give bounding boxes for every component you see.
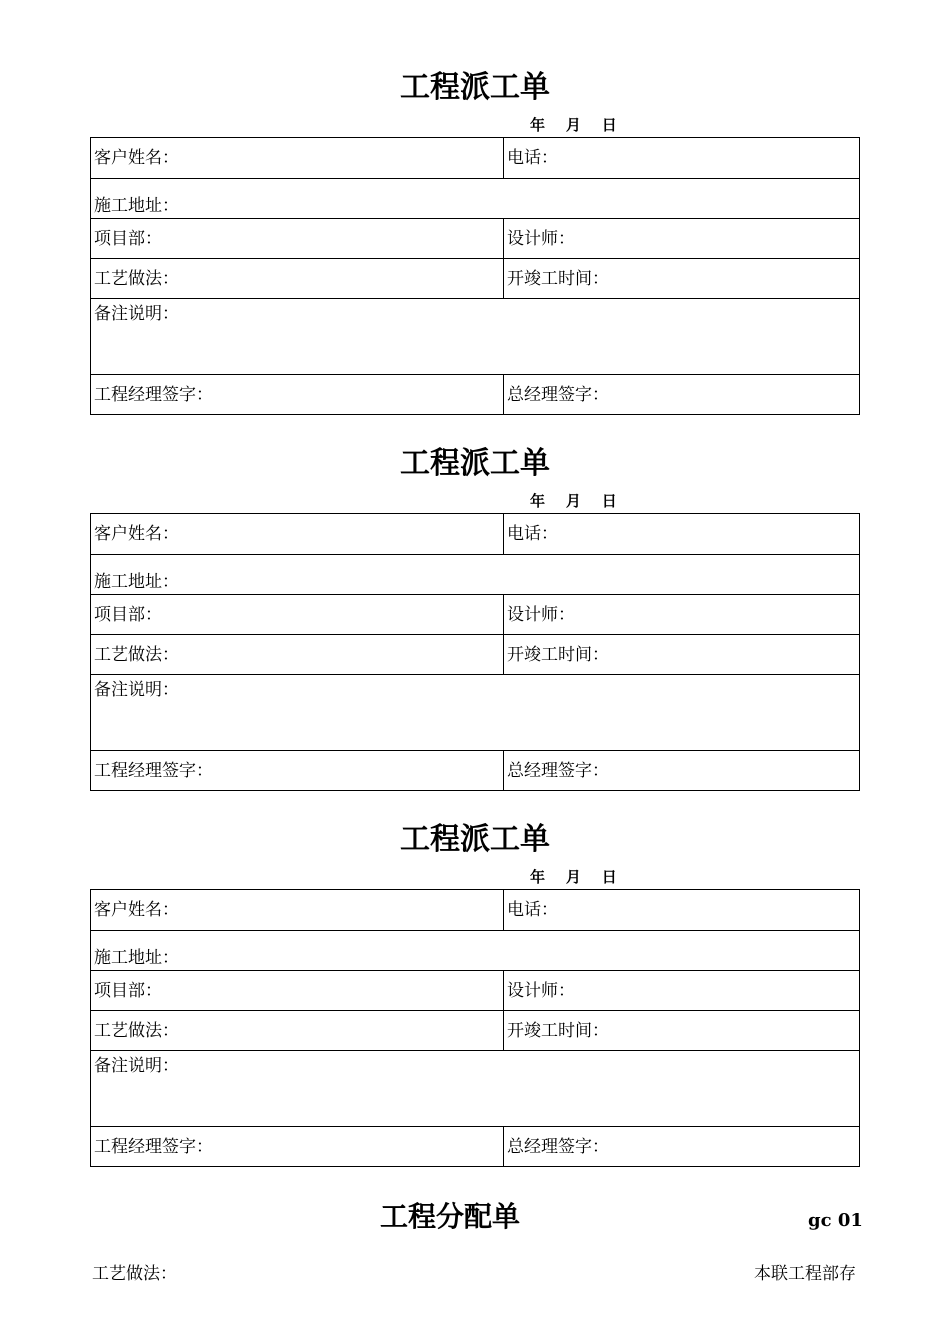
- craft-row: [91, 1010, 859, 1050]
- remarks-field[interactable]: 备注说明：: [94, 1056, 179, 1076]
- phone-field[interactable]: 电话：: [507, 524, 558, 544]
- pm-signature-field[interactable]: 工程经理签字：: [91, 751, 504, 790]
- allocation-title: 工程分配单: [379, 1200, 520, 1233]
- customer-name-field[interactable]: 客户姓名：: [91, 890, 504, 930]
- pm-signature-field[interactable]: 工程经理签字：: [91, 1127, 504, 1166]
- project-row: [91, 970, 859, 1010]
- address-field[interactable]: 施工地址：: [94, 948, 179, 968]
- address-row: [91, 178, 859, 218]
- gm-signature-field[interactable]: 总经理签字：: [507, 760, 609, 781]
- craft-field[interactable]: 工艺做法：: [91, 635, 504, 674]
- form-title: 工程派工单: [400, 446, 550, 481]
- pm-signature-field[interactable]: 工程经理签字：: [91, 375, 504, 414]
- craft-field[interactable]: 工艺做法：: [91, 1011, 504, 1050]
- craft-field[interactable]: 工艺做法：: [91, 259, 504, 298]
- designer-field[interactable]: 设计师：: [507, 980, 575, 1001]
- remarks-row: [91, 298, 859, 374]
- address-row: [91, 554, 859, 594]
- allocation-copy-note: 本联工程部存: [754, 1264, 856, 1284]
- remarks-field[interactable]: 备注说明：: [94, 680, 179, 700]
- address-row: [91, 930, 859, 970]
- address-field[interactable]: 施工地址：: [94, 196, 179, 216]
- remarks-row: [91, 674, 859, 750]
- schedule-field[interactable]: 开竣工时间：: [507, 644, 609, 665]
- date-line: 年 月 日: [530, 492, 617, 510]
- allocation-code: gc 01: [808, 1210, 863, 1231]
- form-table: [90, 889, 860, 1167]
- remarks-row: [91, 1050, 859, 1126]
- signature-row: [91, 750, 859, 790]
- remarks-field[interactable]: 备注说明：: [94, 304, 179, 324]
- form-title: 工程派工单: [400, 70, 550, 105]
- schedule-field[interactable]: 开竣工时间：: [507, 1020, 609, 1041]
- customer-row: [91, 890, 859, 930]
- date-line: 年 月 日: [530, 116, 617, 134]
- signature-row: [91, 1126, 859, 1166]
- designer-field[interactable]: 设计师：: [507, 228, 575, 249]
- customer-name-field[interactable]: 客户姓名：: [91, 138, 504, 178]
- address-field[interactable]: 施工地址：: [94, 572, 179, 592]
- craft-row: [91, 634, 859, 674]
- project-dept-field[interactable]: 项目部：: [91, 971, 504, 1010]
- customer-row: [91, 514, 859, 554]
- project-dept-field[interactable]: 项目部：: [91, 595, 504, 634]
- craft-row: [91, 258, 859, 298]
- date-line: 年 月 日: [530, 868, 617, 886]
- form-title: 工程派工单: [400, 822, 550, 857]
- signature-row: [91, 374, 859, 414]
- phone-field[interactable]: 电话：: [507, 148, 558, 168]
- project-row: [91, 594, 859, 634]
- customer-name-field[interactable]: 客户姓名：: [91, 514, 504, 554]
- schedule-field[interactable]: 开竣工时间：: [507, 268, 609, 289]
- form-table: [90, 137, 860, 415]
- gm-signature-field[interactable]: 总经理签字：: [507, 1136, 609, 1157]
- phone-field[interactable]: 电话：: [507, 900, 558, 920]
- form-table: [90, 513, 860, 791]
- project-row: [91, 218, 859, 258]
- allocation-craft-label: 工艺做法：: [92, 1264, 177, 1284]
- gm-signature-field[interactable]: 总经理签字：: [507, 384, 609, 405]
- designer-field[interactable]: 设计师：: [507, 604, 575, 625]
- project-dept-field[interactable]: 项目部：: [91, 219, 504, 258]
- customer-row: [91, 138, 859, 178]
